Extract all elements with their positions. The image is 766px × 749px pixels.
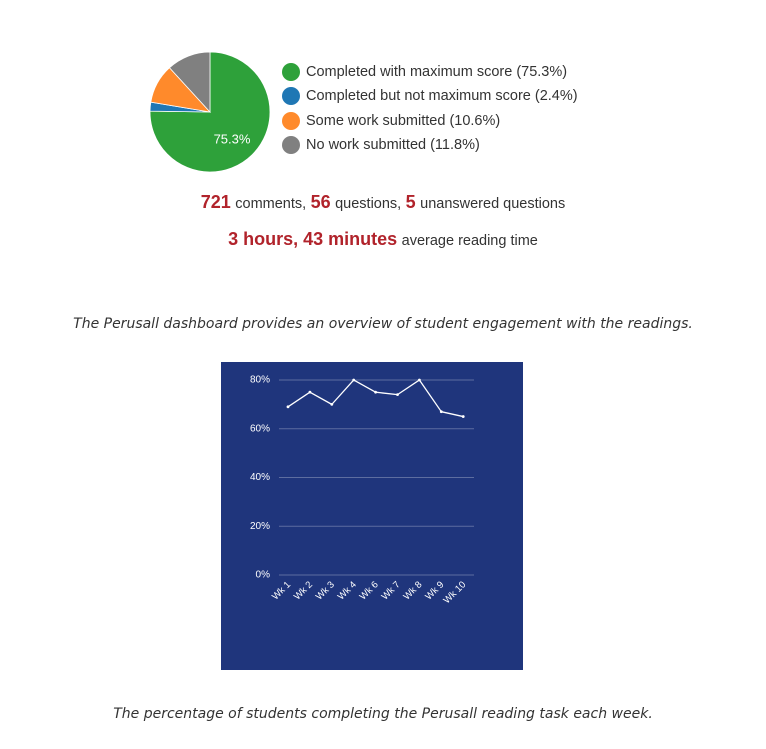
legend-swatch-max-score [282, 63, 300, 81]
x-tick-label: Wk 2 [291, 579, 316, 603]
x-tick-label: Wk 4 [335, 579, 359, 603]
x-tick-label: Wk 1 [270, 579, 294, 603]
x-tick-label: Wk 3 [313, 579, 337, 603]
data-point [352, 379, 355, 382]
legend-label: Some work submitted (10.6%) [306, 112, 501, 129]
legend-swatch-some-work [282, 112, 300, 130]
line-chart-panel [221, 362, 523, 670]
legend-label: Completed with maximum score (75.3%) [306, 64, 568, 81]
line-chart-caption: The percentage of students completing the Perusall reading task each week. [113, 706, 653, 722]
data-point [287, 405, 290, 408]
data-point [440, 410, 443, 413]
x-tick-label: Wk 9 [423, 579, 447, 603]
y-tick-label: 40% [249, 472, 270, 484]
x-tick-label: Wk 8 [401, 579, 425, 603]
series-line [288, 380, 463, 417]
line-chart [221, 362, 523, 670]
x-tick-label: Wk 10 [441, 579, 469, 607]
reading-time-value: 3 hours, 43 minutes [228, 229, 398, 249]
data-point [330, 403, 333, 406]
legend-item-some-work [282, 109, 578, 133]
questions-label: questions, [335, 196, 402, 212]
legend-item-no-work [282, 133, 578, 157]
legend-label: No work submitted (11.8%) [306, 137, 480, 154]
y-tick-label: 80% [249, 374, 270, 386]
unanswered-label: unanswered questions [420, 196, 566, 212]
engagement-stats [0, 192, 766, 213]
pie-data-label: 75.3% [213, 131, 251, 147]
y-tick-label: 0% [255, 569, 270, 581]
unanswered-count: 5 [405, 192, 416, 212]
comments-label: comments, [235, 196, 307, 212]
x-tick-label: Wk 6 [357, 579, 381, 603]
reading-time-label: average reading time [401, 233, 538, 249]
pie-chart [140, 42, 280, 182]
legend-item-not-max-score [282, 84, 578, 108]
reading-time-stat [0, 229, 766, 250]
legend-swatch-not-max-score [282, 87, 300, 105]
data-point [418, 379, 421, 382]
comments-count: 721 [200, 192, 231, 212]
legend-item-max-score [282, 60, 578, 84]
data-point [396, 393, 399, 396]
data-point [462, 415, 465, 418]
legend-label: Completed but not maximum score (2.4%) [306, 88, 578, 105]
data-point [309, 391, 312, 394]
dashboard-caption: The Perusall dashboard provides an overview of student engagement with the readings. [73, 316, 693, 332]
data-point [374, 391, 377, 394]
legend-swatch-no-work [282, 136, 300, 154]
pie-legend [282, 60, 578, 157]
x-tick-label: Wk 7 [379, 579, 403, 603]
questions-count: 56 [310, 192, 331, 212]
y-tick-label: 20% [249, 520, 270, 532]
y-tick-label: 60% [249, 423, 270, 435]
